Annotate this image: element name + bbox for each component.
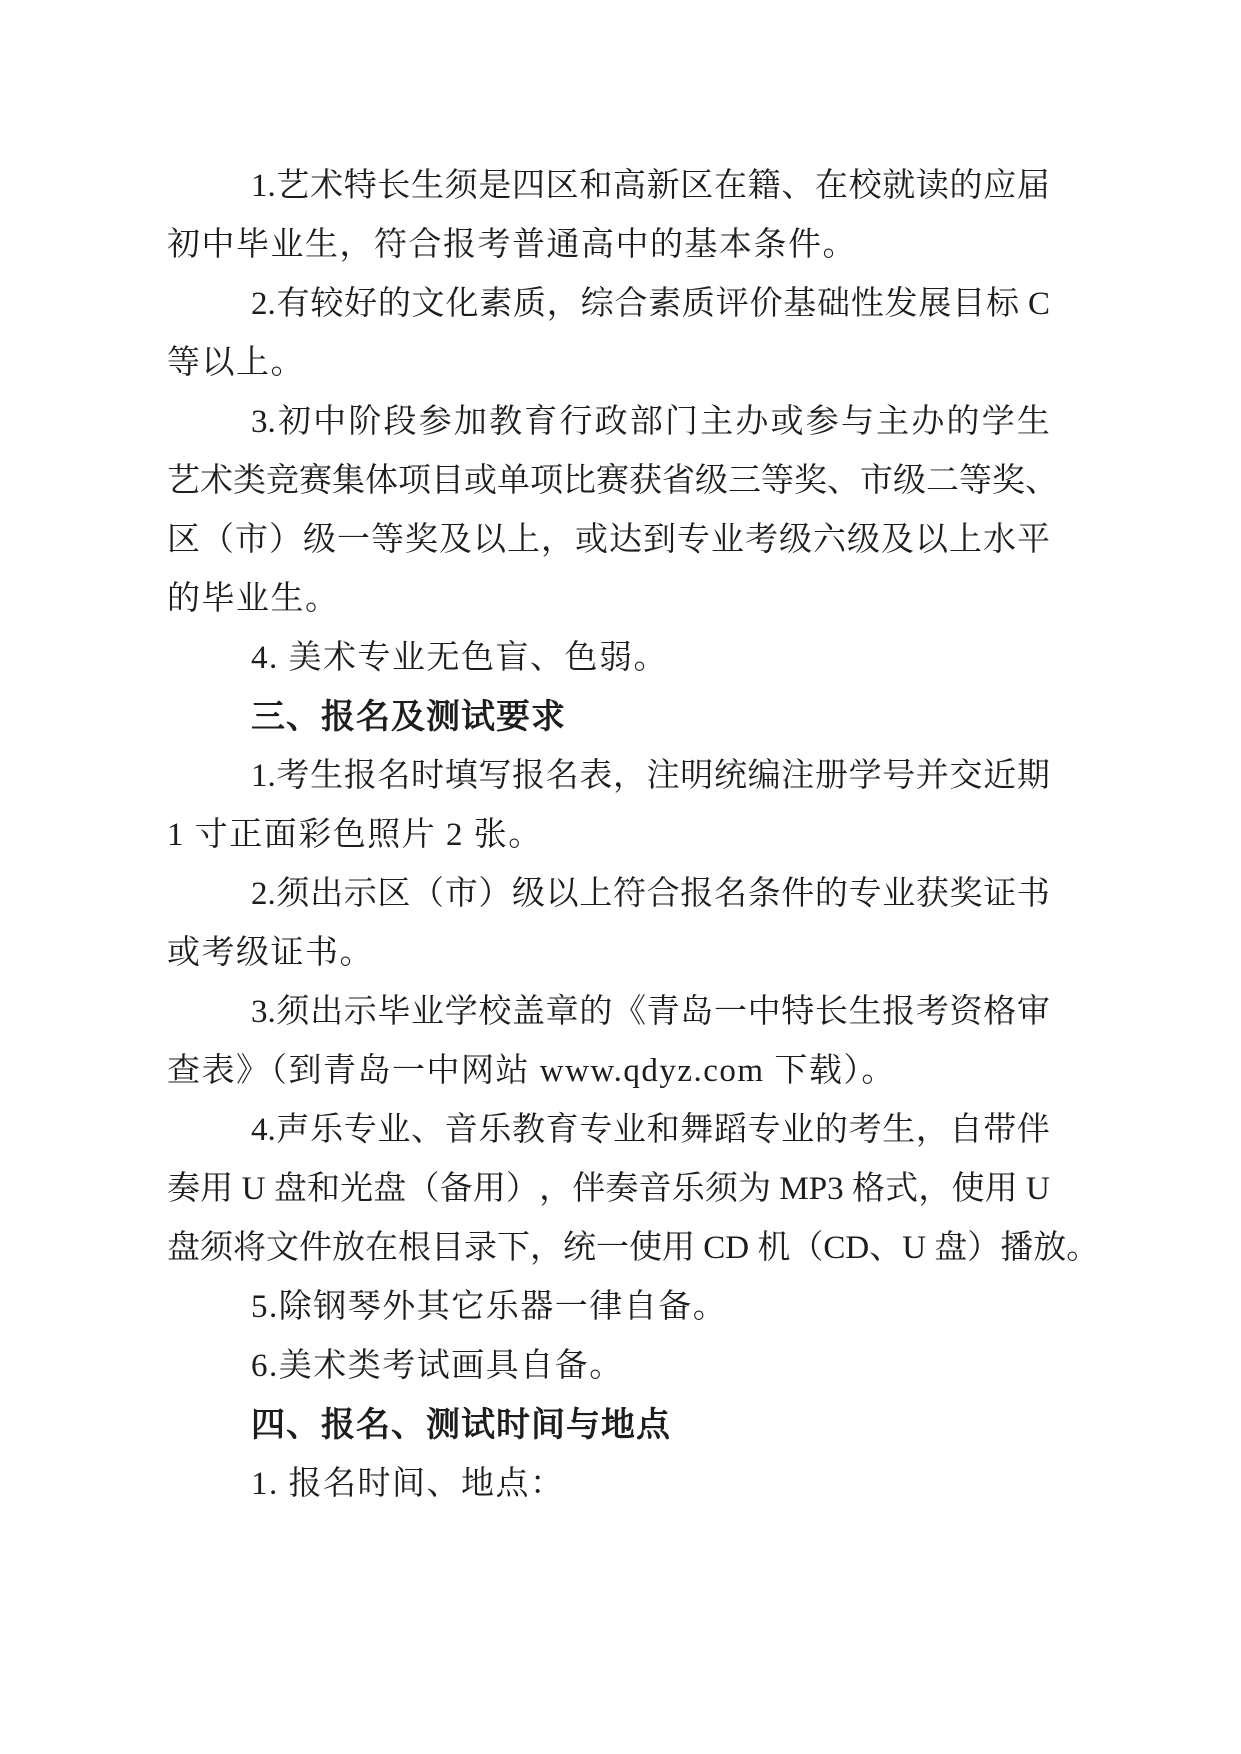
text-line: 2. 有 较 好 的 文 化 素 质 ， 综 合 素 质 评 价 基 础 性 发 展 目 标 C bbox=[251, 286, 1050, 322]
text-line: 4. 美术专业无色盲、色弱。 bbox=[251, 640, 668, 676]
text-line: 的毕业生。 bbox=[167, 581, 340, 617]
text-block bbox=[167, 157, 1100, 1514]
text-line: 4. 声 乐 专 业 、 音 乐 教 育 专 业 和 舞 蹈 专 业 的 考 生 ， 自 带 伴 bbox=[251, 1112, 1050, 1148]
text-line: 区 （ 市 ） 级 一 等 奖 及 以 上 ， 或 达 到 专 业 考 级 六 级 及 以 上 水 平 bbox=[167, 522, 1050, 558]
section-heading: 四、报名、测试时间与地点 bbox=[251, 1406, 671, 1444]
text-line: 等以上。 bbox=[167, 345, 305, 381]
text-line: 查表》（到青岛一中网站 www.qdyz.com 下载）。 bbox=[167, 1053, 896, 1089]
text-line: 1. 报名时间、地点： bbox=[251, 1466, 565, 1502]
text-line: 奏 用 U 盘 和 光 盘 （ 备 用 ） ， 伴 奏 音 乐 须 为 MP3 格 式 ， 使 用 U bbox=[167, 1171, 1050, 1207]
text-line: 盘 须 将 文 件 放 在 根 目 录 下 ， 统 一 使 用 CD 机 （ CD 、 U 盘 ） 播 放 。 bbox=[167, 1230, 1100, 1266]
text-line: 1. 考 生 报 名 时 填 写 报 名 表 ， 注 明 统 编 注 册 学 号 并 交 近 期 bbox=[251, 758, 1050, 794]
text-line: 或考级证书。 bbox=[167, 935, 374, 971]
section-heading: 三、报名及测试要求 bbox=[251, 698, 566, 736]
text-line: 1. 艺 术 特 长 生 须 是 四 区 和 高 新 区 在 籍 、 在 校 就 读 的 应 届 bbox=[251, 168, 1050, 204]
text-line: 5.除钢琴外其它乐器一律自备。 bbox=[251, 1289, 728, 1325]
text-line: 艺 术 类 竞 赛 集 体 项 目 或 单 项 比 赛 获 省 级 三 等 奖 、 市 级 二 等 奖 、 bbox=[167, 463, 1058, 499]
text-line: 3. 初 中 阶 段 参 加 教 育 行 政 部 门 主 办 或 参 与 主 办 的 学 生 bbox=[251, 404, 1050, 440]
text-line: 3. 须 出 示 毕 业 学 校 盖 章 的 《 青 岛 一 中 特 长 生 报 考 资 格 审 bbox=[251, 994, 1050, 1030]
text-line: 1 寸正面彩色照片 2 张。 bbox=[167, 817, 543, 853]
text-line: 6.美术类考试画具自备。 bbox=[251, 1348, 624, 1384]
text-line: 2. 须 出 示 区 （ 市 ） 级 以 上 符 合 报 名 条 件 的 专 业 获 奖 证 书 bbox=[251, 876, 1050, 912]
text-line: 初中毕业生，符合报考普通高中的基本条件。 bbox=[167, 227, 857, 263]
